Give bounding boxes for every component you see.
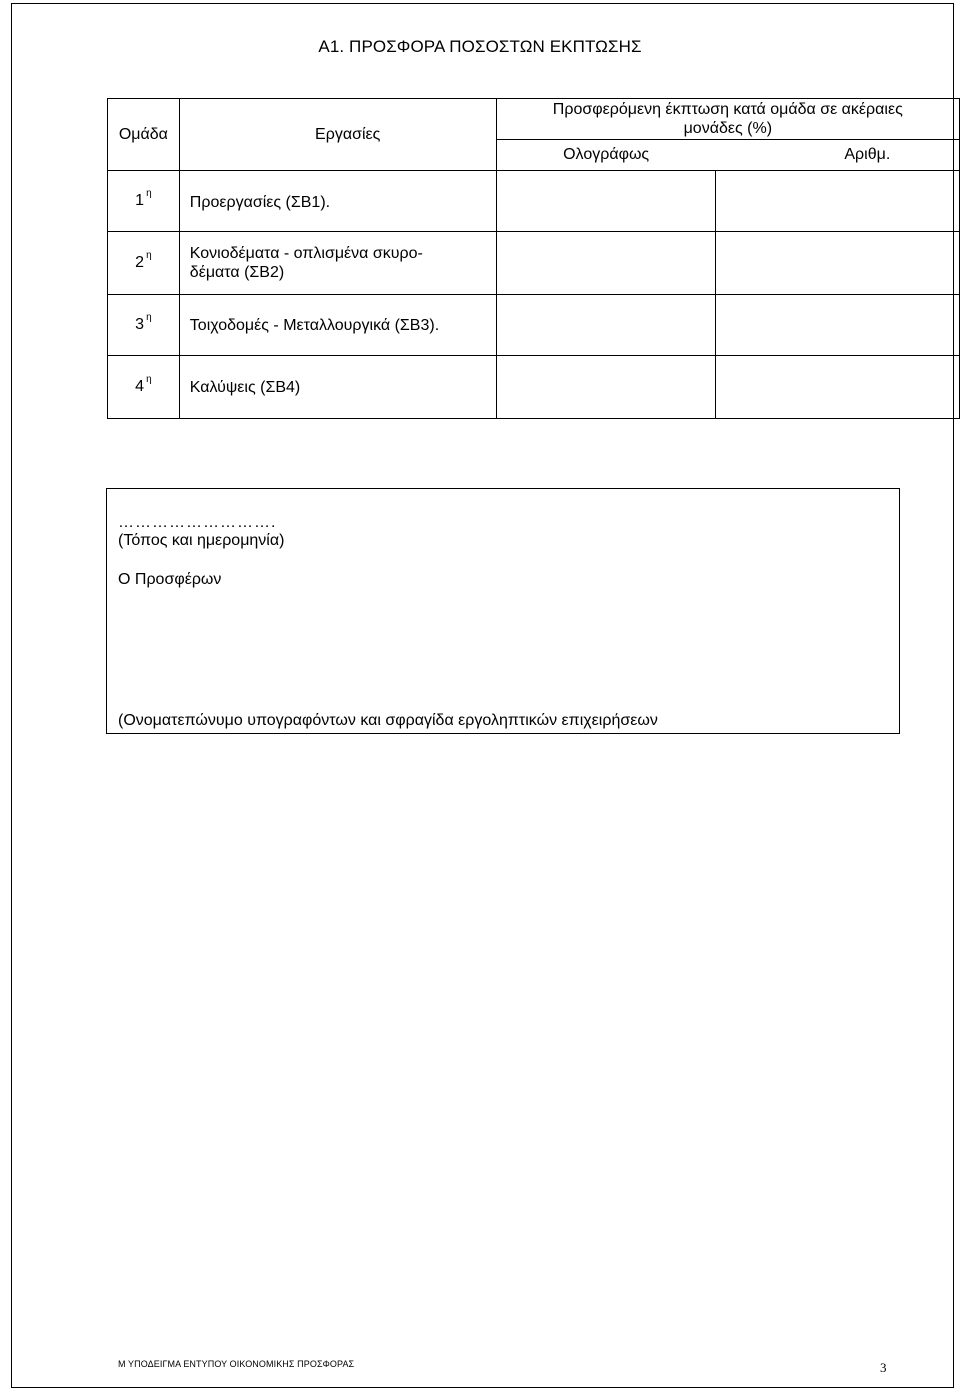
place-date-label: (Τόπος και ημερομηνία) [118, 532, 285, 549]
discount-offer-table [107, 98, 960, 419]
group-number: 2 $^\eta$ [135, 250, 152, 271]
work-cell [179, 232, 496, 295]
discount-number-input[interactable] [716, 295, 960, 356]
work-label: Κονιοδέματα - οπλισμένα σκυρο- [189, 245, 423, 262]
header-works: Εργασίες [179, 99, 496, 171]
table-row [108, 171, 960, 232]
table-row [108, 232, 960, 295]
discount-words-input[interactable] [496, 356, 716, 419]
discount-words-input[interactable] [496, 232, 716, 295]
page-number: 3 [880, 1360, 887, 1375]
discount-number-input[interactable] [716, 356, 960, 419]
signature-box[interactable] [106, 488, 900, 734]
group-number: 4 $^\eta$ [135, 374, 152, 395]
header-discount [496, 99, 959, 140]
table-header-row [108, 99, 960, 140]
header-in-numbers: Αριθμ. [716, 140, 960, 171]
group-number-cell [108, 295, 180, 356]
work-cell [179, 171, 496, 232]
work-cell [179, 295, 496, 356]
header-group: Ομάδα [108, 99, 180, 171]
offerer-label: Ο Προσφέρων [118, 571, 222, 588]
group-number: 3 $^\eta$ [135, 312, 152, 333]
work-label: Τοιχοδομές - Μεταλλουργικά (ΣΒ3). [189, 316, 440, 334]
header-discount-line2: μονάδες (%) [683, 120, 773, 137]
discount-number-input[interactable] [716, 171, 960, 232]
group-number-cell [108, 171, 180, 232]
group-number: 1 $^\eta$ [135, 188, 152, 209]
discount-words-input[interactable] [496, 171, 716, 232]
footer-doc-label: Μ ΥΠΟΔΕΙΓΜΑ ΕΝΤΥΠΟΥ ΟΙΚΟΝΟΜΙΚΗΣ ΠΡΟΣΦΟΡΑΣ [118, 1359, 355, 1369]
work-label: Καλύψεις (ΣΒ4) [189, 378, 301, 396]
group-number-cell [108, 232, 180, 295]
signatories-label: (Ονοματεπώνυμο υπογραφόντων και σφραγίδα εργοληπτικών επιχειρήσεων [118, 712, 658, 729]
discount-number-input[interactable] [716, 232, 960, 295]
header-in-words: Ολογράφως [496, 140, 716, 171]
work-label: Προεργασίες (ΣΒ1). [189, 194, 331, 211]
table-row [108, 356, 960, 419]
table-row [108, 295, 960, 356]
group-number-cell [108, 356, 180, 419]
work-cell [179, 356, 496, 419]
page-title: Α1. ΠΡΟΣΦΟΡΑ ΠΟΣΟΣΤΩΝ ΕΚΠΤΩΣΗΣ [318, 37, 642, 56]
place-date-dots: ………………………. [118, 514, 277, 531]
header-discount-line1: Προσφερόμενη έκπτωση κατά ομάδα σε ακέραιες [552, 101, 903, 118]
work-label-continued: δέματα (ΣΒ2) [189, 264, 285, 281]
discount-words-input[interactable] [496, 295, 716, 356]
